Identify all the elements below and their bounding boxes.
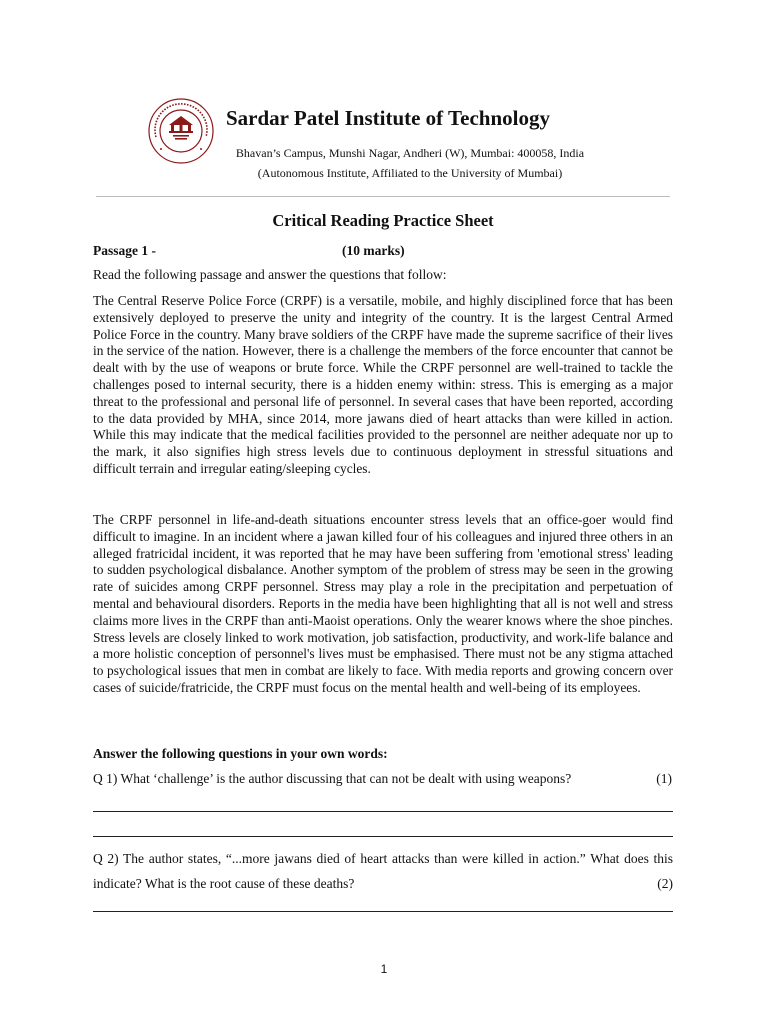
institute-address: Bhavan’s Campus, Munshi Nagar, Andheri (W), Mumbai: 400058, India <box>235 146 585 160</box>
institute-name: Sardar Patel Institute of Technology <box>226 106 550 130</box>
answer-line[interactable] <box>93 836 673 837</box>
passage-paragraph-1: The Central Reserve Police Force (CRPF) is a versatile, mobile, and highly disciplined force that has been extensively deployed to preserve the unity and integrity of the country. It is the largest Central Armed Police Force in the country. Many brave soldiers of the CRPF have made the supreme sacrifice of their lives in the service of the nation. However, there is a challenge the members of the force encounter that cannot be dealt with by the use of weapons or brute force. While the CRPF personnel are well-trained to tackle the challenges posed to internal security, there is a hidden enemy within: stress. This is emerging as a major threat to the professional and personal life of personnel. In several cases that have been reported, according to the data provided by MHA, since 2014, more jawans died of heart attacks than were killed in action. While this may indicate that the medical facilities provided to the personnel are neither adequate nor up to the mark, it also signifies high stress levels due to continuous deployment in stressful situations and difficult terrain and irregular eating/sleeping cycles. <box>93 293 673 476</box>
passage-instruction: Read the following passage and answer the questions that follow: <box>93 267 447 282</box>
question-2 <box>93 846 673 896</box>
answer-line[interactable] <box>93 911 673 912</box>
passage-paragraph-2: The CRPF personnel in life-and-death situations encounter stress levels that an office-goer would find difficult to imagine. In an incident where a jawan killed four of his colleagues and injured three others in an alleged fratricidal incident, it was reported that he may have been suffering from 'emotional stress' leading to sudden psychological disbalance. Another symptom of the problem of stress may be seen in the growing rate of suicides among CRPF personnel. Stress may play a role in the precipitation and perpetuation of mental and behavioural disorders. Reports in the media have been highlighting that all is not well and stress claims more lives in the CRPF than anti-Maoist operations. Only the wearer knows where the shoe pinches. Stress levels are closely linked to work motivation, job satisfaction, productivity, and work-life balance and a more holistic conception of personnel's lives must be emphasised. There must not be any stigma attached to psychological issues that men in combat are likely to face. With media reports and growing concern over cases of suicide/fratricide, the CRPF must focus on the mental health and well-being of its employees. <box>93 512 673 695</box>
passage-marks: (10 marks) <box>342 243 405 258</box>
sheet-title: Critical Reading Practice Sheet <box>272 211 494 230</box>
question-1-text: Q 1) What ‘challenge’ is the author discussing that can not be dealt with using weapons? <box>93 771 572 786</box>
question-2-marks: (2) <box>657 876 673 891</box>
answers-heading: Answer the following questions in your own words: <box>93 746 388 761</box>
passage-label: Passage 1 - <box>93 243 156 258</box>
institute-affiliation: (Autonomous Institute, Affiliated to the University of Mumbai) <box>257 166 563 180</box>
page-number: 1 <box>380 962 388 976</box>
question-1 <box>93 771 673 787</box>
institute-logo <box>147 97 215 165</box>
header-divider <box>96 196 670 197</box>
seal-graphic <box>147 97 215 165</box>
answer-line[interactable] <box>93 811 673 812</box>
question-1-marks: (1) <box>656 771 672 786</box>
question-2-text: Q 2) The author states, “...more jawans died of heart attacks than were killed in action.” What does this indicate? What is the root cause of these deaths? <box>93 851 673 891</box>
